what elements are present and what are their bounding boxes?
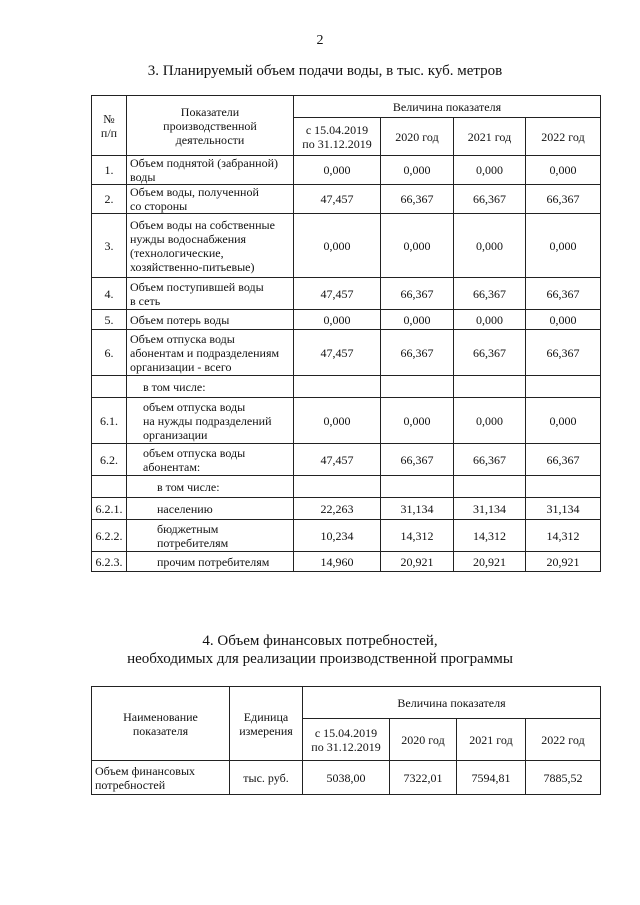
header-unit: Единица измерения	[230, 687, 303, 761]
row-value	[294, 376, 381, 398]
row-value: 66,367	[526, 185, 601, 214]
row-indicator: Объем воды, полученной со стороны	[127, 185, 294, 214]
row-value: 0,000	[294, 310, 381, 330]
row-value: 7594,81	[457, 761, 526, 795]
row-value: 47,457	[294, 330, 381, 376]
row-value: 47,457	[294, 185, 381, 214]
row-value: 0,000	[454, 214, 526, 278]
row-number: 6.2.2.	[92, 520, 127, 552]
row-number: 6.2.	[92, 444, 127, 476]
row-value: 66,367	[526, 330, 601, 376]
table-row	[92, 310, 601, 330]
row-number: 6.	[92, 330, 127, 376]
table-row	[92, 520, 601, 552]
section3-title: 3. Планируемый объем подачи воды, в тыс. куб. метров	[147, 63, 503, 79]
header-num: № п/п	[92, 96, 127, 156]
row-value: 31,134	[526, 498, 601, 520]
row-value	[454, 376, 526, 398]
row-indicator: Объем потерь воды	[127, 310, 294, 330]
row-indicator: бюджетным потребителям	[127, 520, 294, 552]
row-value: 0,000	[526, 156, 601, 185]
row-number: 2.	[92, 185, 127, 214]
table-row	[92, 761, 601, 795]
row-value: 47,457	[294, 278, 381, 310]
row-number: 6.2.3.	[92, 552, 127, 572]
row-indicator: Объем поднятой (забранной) воды	[127, 156, 294, 185]
row-value: 0,000	[526, 398, 601, 444]
row-value: 20,921	[381, 552, 454, 572]
row-value	[294, 476, 381, 498]
row-value: 66,367	[454, 330, 526, 376]
row-indicator: объем отпуска воды на нужды подразделений организации	[127, 398, 294, 444]
row-value: 22,263	[294, 498, 381, 520]
section4-title	[0, 632, 640, 668]
row-indicator: Объем отпуска воды абонентам и подразделениям организации - всего	[127, 330, 294, 376]
row-number: 4.	[92, 278, 127, 310]
table-row	[92, 498, 601, 520]
header-period: 2021 год	[457, 719, 526, 761]
row-value: 20,921	[526, 552, 601, 572]
row-value: 0,000	[454, 310, 526, 330]
water-supply-table	[91, 95, 601, 572]
row-value	[381, 376, 454, 398]
row-unit: тыс. руб.	[230, 761, 303, 795]
row-value: 14,312	[526, 520, 601, 552]
section4-title-line1: 4. Объем финансовых потребностей,	[202, 633, 438, 649]
row-value: 5038,00	[303, 761, 390, 795]
row-value: 0,000	[381, 156, 454, 185]
header-period: 2020 год	[390, 719, 457, 761]
row-value: 0,000	[381, 214, 454, 278]
row-number	[92, 376, 127, 398]
row-value: 66,367	[526, 278, 601, 310]
row-value: 0,000	[526, 214, 601, 278]
row-indicator: в том числе:	[127, 376, 294, 398]
row-indicator: Объем воды на собственные нужды водоснабжения (технологические, хозяйственно-питьевые)	[127, 214, 294, 278]
header-period: с 15.04.2019 по 31.12.2019	[303, 719, 390, 761]
row-value: 0,000	[454, 156, 526, 185]
row-value: 31,134	[454, 498, 526, 520]
row-value	[454, 476, 526, 498]
row-value: 14,312	[454, 520, 526, 552]
row-indicator: объем отпуска воды абонентам:	[127, 444, 294, 476]
row-value: 66,367	[454, 444, 526, 476]
row-value: 66,367	[454, 278, 526, 310]
row-value: 7885,52	[526, 761, 601, 795]
table-row	[92, 156, 601, 185]
row-indicator: Объем поступившей воды в сеть	[127, 278, 294, 310]
header-period: 2020 год	[381, 118, 454, 156]
header-period: 2022 год	[526, 118, 601, 156]
row-indicator: населению	[127, 498, 294, 520]
row-number: 1.	[92, 156, 127, 185]
row-value: 20,921	[454, 552, 526, 572]
row-value: 66,367	[381, 185, 454, 214]
row-value: 0,000	[526, 310, 601, 330]
header-value-group: Величина показателя	[294, 96, 601, 118]
row-value: 7322,01	[390, 761, 457, 795]
row-value: 0,000	[294, 214, 381, 278]
row-number: 3.	[92, 214, 127, 278]
header-name: Наименование показателя	[92, 687, 230, 761]
row-value: 14,312	[381, 520, 454, 552]
row-value: 0,000	[454, 398, 526, 444]
row-value: 47,457	[294, 444, 381, 476]
table-row	[92, 278, 601, 310]
row-value: 66,367	[381, 444, 454, 476]
header-value-group: Величина показателя	[303, 687, 601, 719]
table-row	[92, 330, 601, 376]
row-value: 0,000	[381, 398, 454, 444]
table-row	[92, 552, 601, 572]
header-period: 2022 год	[526, 719, 601, 761]
row-indicator: в том числе:	[127, 476, 294, 498]
row-value: 66,367	[381, 278, 454, 310]
table-row	[92, 376, 601, 398]
row-value: 66,367	[526, 444, 601, 476]
table-row	[92, 185, 601, 214]
row-number: 6.2.1.	[92, 498, 127, 520]
row-value: 31,134	[381, 498, 454, 520]
row-value	[526, 476, 601, 498]
header-period: с 15.04.2019 по 31.12.2019	[294, 118, 381, 156]
table-row	[92, 398, 601, 444]
page-number: 2	[316, 33, 324, 48]
row-name: Объем финансовых потребностей	[92, 761, 230, 795]
row-value: 0,000	[294, 156, 381, 185]
header-indicator: Показатели производственной деятельности	[127, 96, 294, 156]
row-number: 5.	[92, 310, 127, 330]
row-value: 0,000	[294, 398, 381, 444]
row-value: 66,367	[381, 330, 454, 376]
row-value: 0,000	[381, 310, 454, 330]
row-value: 14,960	[294, 552, 381, 572]
section4-title-line2: необходимых для реализации производственной программы	[127, 651, 513, 667]
row-value	[381, 476, 454, 498]
row-indicator: прочим потребителям	[127, 552, 294, 572]
header-period: 2021 год	[454, 118, 526, 156]
financial-needs-table	[91, 686, 601, 795]
table-row	[92, 476, 601, 498]
row-number: 6.1.	[92, 398, 127, 444]
row-number	[92, 476, 127, 498]
table-row	[92, 214, 601, 278]
table-row	[92, 444, 601, 476]
row-value: 10,234	[294, 520, 381, 552]
row-value: 66,367	[454, 185, 526, 214]
row-value	[526, 376, 601, 398]
